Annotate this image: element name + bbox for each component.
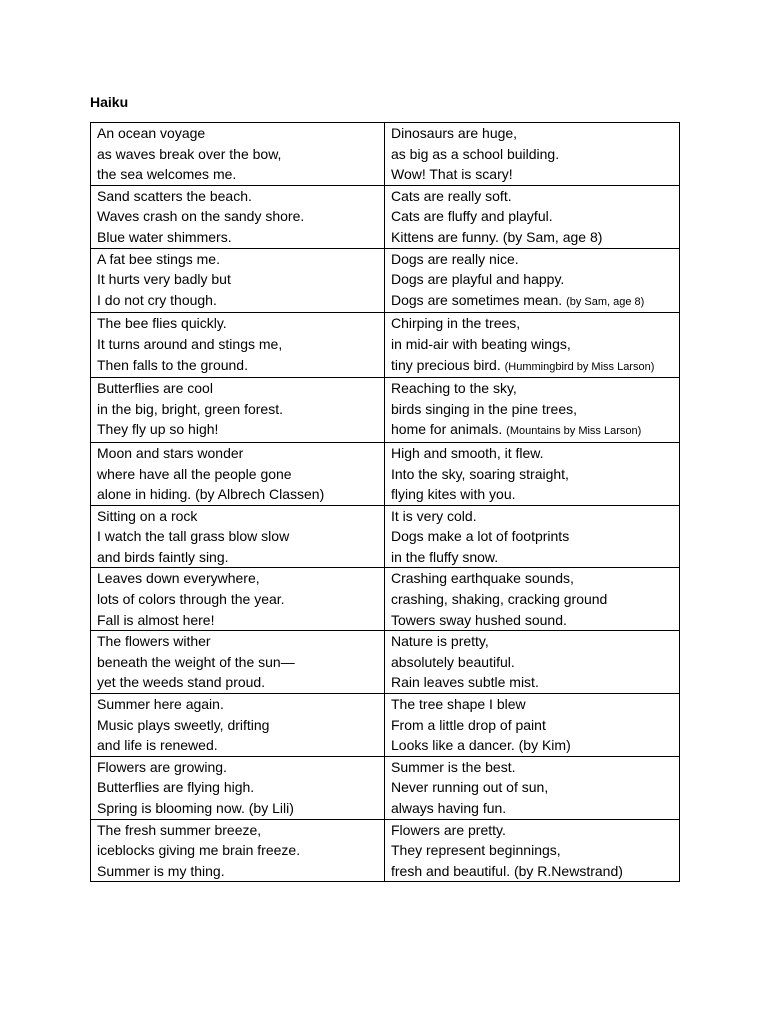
- haiku-line-text: in the big, bright, green forest.: [97, 400, 283, 417]
- haiku-line-text: Summer here again.: [97, 696, 224, 713]
- haiku-line-text: The flowers wither: [97, 633, 211, 650]
- haiku-line-text: crashing, shaking, cracking ground: [391, 591, 608, 608]
- haiku-line: [97, 568, 384, 589]
- haiku-line-text: lots of colors through the year.: [97, 591, 285, 608]
- haiku-line-text: the sea welcomes me.: [97, 166, 237, 183]
- haiku-line-text: Crashing earthquake sounds,: [391, 570, 574, 587]
- haiku-line: [391, 123, 679, 144]
- haiku-line-text: It is very cold.: [391, 507, 477, 524]
- haiku-line-text: Dinosaurs are huge,: [391, 125, 518, 141]
- haiku-line-text: Into the sky, soaring straight,: [391, 465, 569, 482]
- haiku-line-text: Sitting on a rock: [97, 507, 198, 524]
- haiku-line: [391, 757, 679, 778]
- haiku-line: [391, 631, 679, 652]
- haiku-line: [97, 820, 384, 841]
- haiku-cell: [91, 694, 385, 757]
- haiku-line: [391, 694, 679, 715]
- haiku-credit: (Mountains by Miss Larson): [506, 425, 642, 438]
- haiku-line: [391, 547, 679, 568]
- haiku-line: [97, 631, 384, 652]
- table-row: [91, 185, 680, 248]
- haiku-line: [97, 313, 384, 334]
- haiku-line: [97, 757, 384, 778]
- haiku-line: [391, 355, 679, 378]
- haiku-line: [97, 589, 384, 610]
- haiku-line: [97, 443, 384, 464]
- haiku-line: [391, 334, 679, 355]
- haiku-line-text: in mid-air with beating wings,: [391, 335, 571, 352]
- haiku-line-text: The tree shape I blew: [391, 696, 526, 713]
- haiku-line: [391, 777, 679, 798]
- haiku-line-text: Kittens are funny. (by Sam, age 8): [391, 228, 603, 245]
- table-row: [91, 819, 680, 882]
- haiku-line: [97, 715, 384, 736]
- haiku-cell: [385, 442, 680, 505]
- haiku-line-text: I do not cry though.: [97, 291, 217, 308]
- haiku-line: [391, 464, 679, 485]
- haiku-line: [391, 313, 679, 334]
- haiku-cell: [91, 123, 385, 186]
- haiku-line: [97, 610, 384, 631]
- haiku-line: [391, 610, 679, 631]
- haiku-line-text: Summer is my thing.: [97, 862, 225, 879]
- haiku-line-text: Blue water shimmers.: [97, 228, 232, 245]
- haiku-line-text: Chirping in the trees,: [391, 315, 521, 332]
- haiku-line-text: tiny precious bird.: [391, 356, 501, 373]
- haiku-line-text: They fly up so high!: [97, 421, 219, 438]
- haiku-line: [391, 568, 679, 589]
- haiku-cell: [91, 505, 385, 568]
- haiku-line-text: Nature is pretty,: [391, 633, 489, 650]
- haiku-line-text: Reaching to the sky,: [391, 380, 517, 397]
- haiku-line-text: Butterflies are flying high.: [97, 779, 255, 796]
- haiku-line: [97, 399, 384, 420]
- haiku-line: [97, 290, 384, 311]
- haiku-line: [97, 547, 384, 568]
- haiku-cell: [385, 185, 680, 248]
- haiku-line-text: The bee flies quickly.: [97, 315, 227, 332]
- haiku-line: [97, 861, 384, 882]
- haiku-line: [391, 164, 679, 185]
- haiku-line-text: Then falls to the ground.: [97, 356, 248, 373]
- haiku-line: [391, 144, 679, 165]
- haiku-cell: [91, 631, 385, 694]
- haiku-line-text: fresh and beautiful. (by R.Newstrand): [391, 862, 623, 879]
- haiku-line: [97, 798, 384, 819]
- haiku-cell: [91, 756, 385, 819]
- haiku-line-text: I watch the tall grass blow slow: [97, 528, 290, 545]
- haiku-line: [97, 464, 384, 485]
- haiku-cell: [385, 694, 680, 757]
- haiku-line: [391, 840, 679, 861]
- haiku-line: [391, 269, 679, 290]
- haiku-line: [391, 652, 679, 673]
- haiku-cell: [91, 568, 385, 631]
- table-row: [91, 313, 680, 378]
- haiku-line: [97, 334, 384, 355]
- haiku-line-text: Butterflies are cool: [97, 380, 213, 397]
- haiku-cell: [385, 313, 680, 378]
- haiku-cell: [91, 819, 385, 882]
- haiku-line-text: Leaves down everywhere,: [97, 570, 260, 587]
- haiku-line-text: as big as a school building.: [391, 145, 560, 162]
- haiku-line: [391, 249, 679, 270]
- haiku-cell: [91, 313, 385, 378]
- table-row: [91, 442, 680, 505]
- haiku-cell: [91, 378, 385, 443]
- haiku-line-text: The fresh summer breeze,: [97, 821, 262, 838]
- haiku-cell: [91, 185, 385, 248]
- haiku-line-text: Dogs are playful and happy.: [391, 271, 565, 288]
- haiku-table-body: [91, 123, 680, 882]
- table-row: [91, 505, 680, 568]
- haiku-line-text: Towers sway hushed sound.: [391, 611, 567, 628]
- haiku-line-text: Cats are fluffy and playful.: [391, 208, 553, 225]
- haiku-cell: [385, 756, 680, 819]
- haiku-line-text: absolutely beautiful.: [391, 653, 515, 670]
- haiku-line: [391, 227, 679, 248]
- haiku-line-text: A fat bee stings me.: [97, 250, 220, 267]
- haiku-line: [97, 378, 384, 399]
- haiku-line: [97, 419, 384, 440]
- haiku-line: [97, 355, 384, 376]
- table-row: [91, 248, 680, 313]
- haiku-line: [391, 589, 679, 610]
- haiku-line: [391, 526, 679, 547]
- table-row: [91, 378, 680, 443]
- haiku-line: [97, 840, 384, 861]
- haiku-line: [97, 526, 384, 547]
- haiku-line-text: alone in hiding. (by Albrech Classen): [97, 486, 325, 503]
- haiku-line-text: as waves break over the bow,: [97, 145, 282, 162]
- haiku-cell: [385, 248, 680, 313]
- haiku-line: [97, 144, 384, 165]
- haiku-line: [391, 672, 679, 693]
- haiku-line: [391, 484, 679, 505]
- haiku-line-text: Summer is the best.: [391, 758, 516, 775]
- table-row: [91, 568, 680, 631]
- haiku-line: [391, 419, 679, 442]
- haiku-line: [391, 443, 679, 464]
- page-title: Haiku: [90, 94, 129, 110]
- haiku-line: [391, 186, 679, 207]
- haiku-credit: (by Sam, age 8): [566, 295, 645, 308]
- haiku-line-text: home for animals.: [391, 421, 503, 438]
- haiku-line: [97, 694, 384, 715]
- haiku-line-text: Flowers are growing.: [97, 758, 227, 775]
- haiku-line: [97, 484, 384, 505]
- haiku-line-text: Dogs make a lot of footprints: [391, 528, 570, 545]
- haiku-line-text: in the fluffy snow.: [391, 548, 499, 565]
- haiku-line: [97, 506, 384, 527]
- haiku-line-text: Sand scatters the beach.: [97, 187, 252, 204]
- haiku-line: [97, 206, 384, 227]
- haiku-line-text: beneath the weight of the sun—: [97, 653, 295, 670]
- haiku-cell: [385, 123, 680, 186]
- haiku-line: [97, 249, 384, 270]
- table-row: [91, 694, 680, 757]
- haiku-line: [97, 164, 384, 185]
- haiku-line-text: Looks like a dancer. (by Kim): [391, 737, 571, 754]
- haiku-line: [391, 399, 679, 420]
- haiku-line: [391, 206, 679, 227]
- haiku-cell: [91, 248, 385, 313]
- haiku-line: [97, 735, 384, 756]
- haiku-line-text: Dogs are really nice.: [391, 250, 519, 267]
- haiku-line-text: birds singing in the pine trees,: [391, 400, 577, 417]
- haiku-line: [391, 861, 679, 882]
- haiku-line-text: always having fun.: [391, 800, 507, 816]
- haiku-line-text: Cats are really soft.: [391, 187, 512, 204]
- haiku-cell: [385, 378, 680, 443]
- haiku-line: [97, 652, 384, 673]
- haiku-line: [391, 290, 679, 313]
- haiku-line: [97, 186, 384, 207]
- haiku-line-text: An ocean voyage: [97, 125, 206, 141]
- table-row: [91, 631, 680, 694]
- haiku-line-text: Flowers are pretty.: [391, 821, 506, 838]
- haiku-cell: [385, 819, 680, 882]
- haiku-line-text: iceblocks giving me brain freeze.: [97, 842, 301, 859]
- haiku-line: [391, 715, 679, 736]
- haiku-line-text: It turns around and stings me,: [97, 335, 283, 352]
- haiku-line-text: Fall is almost here!: [97, 611, 215, 628]
- haiku-line: [97, 777, 384, 798]
- haiku-line-text: Moon and stars wonder: [97, 444, 244, 461]
- haiku-line: [391, 798, 679, 819]
- haiku-line-text: and life is renewed.: [97, 737, 218, 754]
- haiku-line-text: flying kites with you.: [391, 486, 516, 503]
- haiku-cell: [91, 442, 385, 505]
- haiku-line: [391, 378, 679, 399]
- haiku-line-text: Dogs are sometimes mean.: [391, 291, 563, 308]
- haiku-line: [391, 735, 679, 756]
- haiku-line-text: and birds faintly sing.: [97, 548, 229, 565]
- haiku-line-text: Waves crash on the sandy shore.: [97, 208, 305, 225]
- haiku-table: [90, 122, 680, 882]
- haiku-line-text: Never running out of sun,: [391, 779, 549, 796]
- haiku-line-text: Spring is blooming now. (by Lili): [97, 800, 294, 816]
- haiku-line-text: yet the weeds stand proud.: [97, 674, 266, 691]
- haiku-cell: [385, 568, 680, 631]
- haiku-line-text: High and smooth, it flew.: [391, 444, 544, 461]
- haiku-cell: [385, 631, 680, 694]
- table-row: [91, 123, 680, 186]
- haiku-line-text: They represent beginnings,: [391, 842, 561, 859]
- haiku-credit: (Hummingbird by Miss Larson): [504, 360, 655, 373]
- table-row: [91, 756, 680, 819]
- haiku-line-text: where have all the people gone: [97, 465, 292, 482]
- haiku-line: [97, 227, 384, 248]
- haiku-cell: [385, 505, 680, 568]
- haiku-line-text: Wow! That is scary!: [391, 166, 513, 183]
- haiku-line: [97, 123, 384, 144]
- haiku-line: [391, 820, 679, 841]
- haiku-line-text: Music plays sweetly, drifting: [97, 716, 270, 733]
- haiku-line: [391, 506, 679, 527]
- haiku-line-text: It hurts very badly but: [97, 271, 231, 288]
- haiku-line: [97, 672, 384, 693]
- haiku-line-text: From a little drop of paint: [391, 716, 546, 733]
- haiku-line-text: Rain leaves subtle mist.: [391, 674, 539, 691]
- haiku-line: [97, 269, 384, 290]
